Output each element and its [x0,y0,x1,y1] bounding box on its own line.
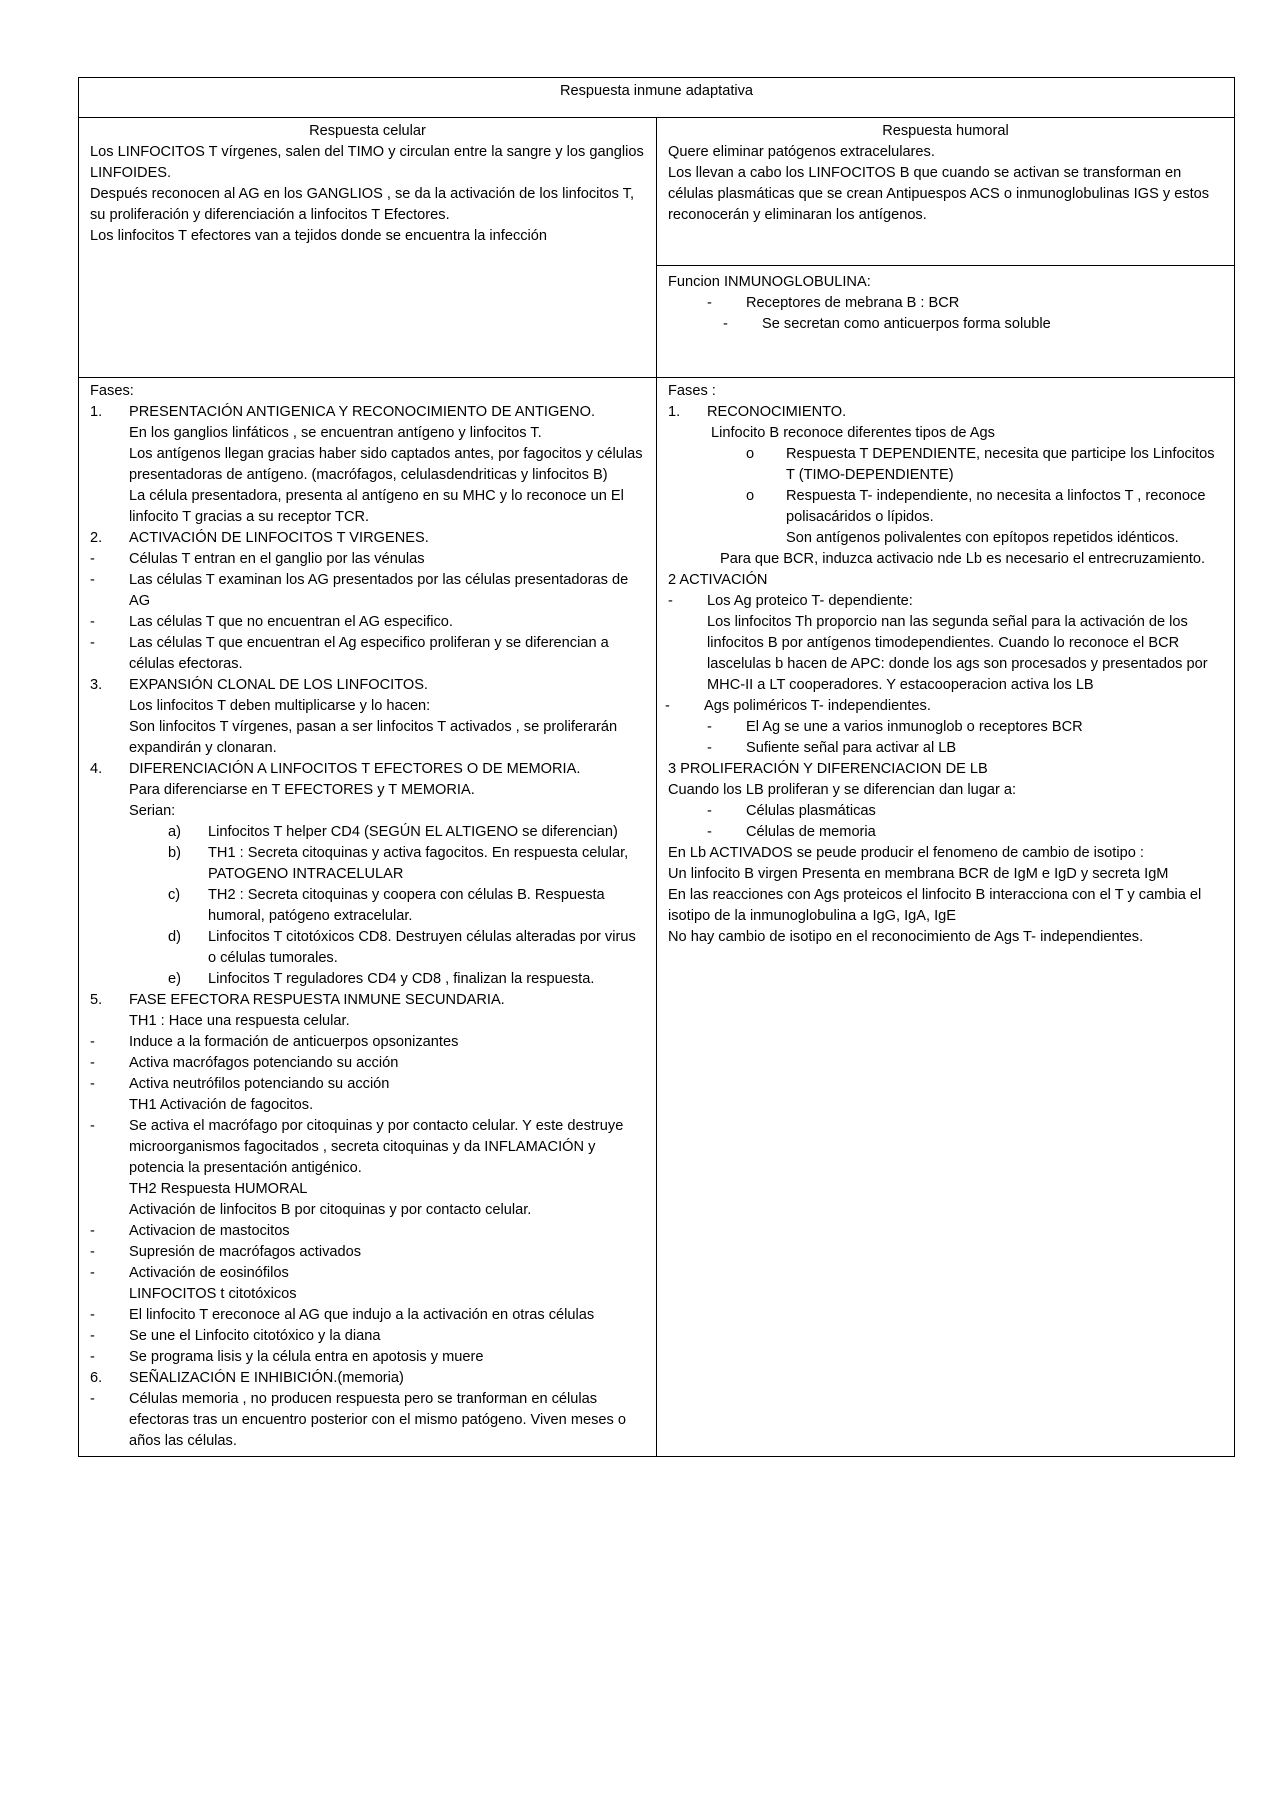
table-title: Respuesta inmune adaptativa [79,78,1235,118]
lettered-item [90,969,645,990]
dash-marker: - [90,551,95,567]
cellular-response-cell [79,118,657,378]
cellular-phases-cell [79,378,657,1457]
dash-marker: - [90,1223,95,1239]
letter-marker: b) [168,845,181,861]
phase-text: Serian: [129,803,176,819]
list-item [668,822,1223,843]
dash-marker: - [707,295,712,311]
immunoglobulin-function [657,266,1234,339]
humoral-response-cell [657,118,1235,378]
humoral-line: Quere eliminar patógenos extracelulares. [668,144,935,160]
list-item [90,1242,645,1263]
function-title: Funcion INMUNOGLOBULINA: [668,274,871,290]
list-item [668,591,1223,612]
humoral-phases-cell [657,378,1235,1457]
subsection-title: TH1 : Hace una respuesta celular. [129,1013,350,1029]
list-text: Activacion de mastocitos [129,1223,290,1239]
phase-text: Cuando los LB proliferan y se diferencian dan lugar a: [668,782,1017,798]
phase-text: La célula presentadora, presenta al antígeno en su MHC y lo reconoce un El linfocito T gracias a su receptor TCR. [129,488,624,525]
list-text: Células T entran en el ganglio por las vénulas [129,551,425,567]
paragraph: En Lb ACTIVADOS se peude producir el fenomeno de cambio de isotipo : [668,845,1144,861]
list-text: Las células T que encuentran el Ag especifico proliferan y se diferencian a células efectoras. [129,635,609,672]
dash-marker: - [90,1244,95,1260]
phase-number: 5. [90,992,103,1008]
list-item [90,570,645,612]
dash-marker: - [707,740,712,756]
humoral-line: Los llevan a cabo los LINFOCITOS B que cuando se activan se transforman en células plasmáticas que se crean Antipuespos ACS o inmunoglobulinas IGS y estos reconocerán y eliminaran los antígenos. [668,165,1210,223]
phase-title: FASE EFECTORA RESPUESTA INMUNE SECUNDARIA. [129,992,505,1008]
list-text: Células de memoria [746,824,876,840]
dash-marker: - [90,572,95,588]
phase-title: EXPANSIÓN CLONAL DE LOS LINFOCITOS. [129,677,428,693]
list-item [90,1347,645,1368]
list-item [90,633,645,675]
list-item [90,549,645,570]
phase-number: 4. [90,761,103,777]
dash-marker: - [665,698,670,714]
subsection-title: LINFOCITOS t citotóxicos [129,1286,297,1302]
list-text: Activa neutrófilos potenciando su acción [129,1076,390,1092]
list-text: Células plasmáticas [746,803,876,819]
dash-marker: - [90,1055,95,1071]
paragraph: No hay cambio de isotipo en el reconocimiento de Ags T- independientes. [668,929,1144,945]
dash-marker: - [90,1265,95,1281]
circle-text: Respuesta T- independiente, no necesita a linfoctos T , reconoce polisacáridos o lípidos. [786,488,1206,525]
list-item [90,1305,645,1326]
dash-marker: - [90,1349,95,1365]
phase-number: 2. [90,530,103,546]
phase-text: Son linfocitos T vírgenes, pasan a ser linfocitos T activados , se proliferarán expandirán y clonaran. [129,719,618,756]
function-item: Se secretan como anticuerpos forma soluble [762,316,1051,332]
list-text: Los Ag proteico T- dependiente: [707,593,913,609]
phase-title: RECONOCIMIENTO. [707,404,847,420]
lettered-text: Linfocitos T helper CD4 (SEGÚN EL ALTIGENO se diferencian) [208,824,618,840]
dash-marker: - [90,1076,95,1092]
phase-text: Los linfocitos Th proporcio nan las segunda señal para la activación de los linfocitos B por antígenos timodependientes. Cuando lo reconoce el BCR lascelulas b hacen de APC: donde los ags son procesados y presentados por MHC-II a LT cooperadores. Y estacooperacion activa los LB [707,614,1208,693]
list-text: Las células T examinan los AG presentados por las células presentadoras de AG [129,572,629,609]
cellular-heading: Respuesta celular [309,123,426,139]
cellular-line: Los LINFOCITOS T vírgenes, salen del TIMO y circulan entre la sangre y los ganglios LINFOIDES. [90,144,644,181]
humoral-top [657,118,1234,266]
lettered-item [90,822,645,843]
lettered-text: Linfocitos T reguladores CD4 y CD8 , finalizan la respuesta. [208,971,595,987]
list-item [90,1263,645,1284]
dash-marker: - [90,1328,95,1344]
list-item [665,696,1223,717]
cellular-line: Los linfocitos T efectores van a tejidos donde se encuentra la infección [90,228,548,244]
list-item [90,1074,645,1095]
response-types-row [79,118,1235,378]
immune-response-table [78,77,1235,1457]
list-item [90,1221,645,1242]
cellular-line: Después reconocen al AG en los GANGLIOS , se da la activación de los linfocitos T, su proliferación y diferenciación a linfocitos T Efectores. [90,186,635,223]
lettered-item [90,885,645,927]
list-text: Sufiente señal para activar al LB [746,740,957,756]
list-text: Induce a la formación de anticuerpos opsonizantes [129,1034,459,1050]
circle-marker: o [746,488,755,504]
list-text: Se activa el macrófago por citoquinas y por contacto celular. Y este destruye microorganismos fagocitados , secreta citoquinas y da INFLAMACIÓN y potencia la presentación antigénico. [129,1118,624,1176]
list-text: Células memoria , no producen respuesta pero se tranforman en células efectoras tras un encuentro posterior con el mismo patógeno. Viven meses o años las células. [129,1391,626,1449]
list-text: Se une el Linfocito citotóxico y la diana [129,1328,381,1344]
list-item [90,1053,645,1074]
phase-text: En los ganglios linfáticos , se encuentran antígeno y linfocitos T. [129,425,542,441]
dash-marker: - [90,614,95,630]
phase-1 [668,402,1223,423]
dash-marker: - [90,1034,95,1050]
list-text: Supresión de macrófagos activados [129,1244,362,1260]
phase-title: DIFERENCIACIÓN A LINFOCITOS T EFECTORES O DE MEMORIA. [129,761,581,777]
phase-text: Para diferenciarse en T EFECTORES y T MEMORIA. [129,782,475,798]
phase-text: Los linfocitos T deben multiplicarse y lo hacen: [129,698,431,714]
paragraph: Un linfocito B virgen Presenta en membrana BCR de IgM e IgD y secreta IgM [668,866,1169,882]
list-text: El Ag se une a varios inmunoglob o receptores BCR [746,719,1083,735]
circle-marker: o [746,446,755,462]
lettered-item [90,843,645,885]
circle-item [668,486,1223,528]
list-item [668,801,1223,822]
dash-marker: - [668,593,673,609]
phase-3-title: 3 PROLIFERACIÓN Y DIFERENCIACION DE LB [668,761,988,777]
dash-marker: - [723,316,728,332]
phase-number: 3. [90,677,103,693]
list-text: Ags poliméricos T- independientes. [704,698,931,714]
function-item: Receptores de mebrana B : BCR [746,295,960,311]
humoral-heading: Respuesta humoral [882,123,1009,139]
dash-marker: - [90,1307,95,1323]
phase-number: 1. [90,404,103,420]
lettered-text: TH2 : Secreta citoquinas y coopera con células B. Respuesta humoral, patógeno extracelular. [208,887,605,924]
list-text: Activación de eosinófilos [129,1265,289,1281]
list-text: El linfocito T ereconoce al AG que indujo a la activación en otras células [129,1307,595,1323]
list-item [90,1389,645,1452]
phase-title: ACTIVACIÓN DE LINFOCITOS T VIRGENES. [129,530,429,546]
phase-4 [90,759,645,780]
dash-marker: - [90,1391,95,1407]
phase-6 [90,1368,645,1389]
list-text: Se programa lisis y la célula entra en apotosis y muere [129,1349,484,1365]
subsection-title: TH2 Respuesta HUMORAL [129,1181,308,1197]
circle-text: Respuesta T DEPENDIENTE, necesita que participe los Linfocitos T (TIMO-DEPENDIENTE) [786,446,1215,483]
phase-title: PRESENTACIÓN ANTIGENICA Y RECONOCIMIENTO DE ANTIGENO. [129,404,596,420]
paragraph: En las reacciones con Ags proteicos el linfocito B interacciona con el T y cambia el isotipo de la inmunoglobulina a IgG, IgA, IgE [668,887,1202,924]
title-row [79,78,1235,118]
dash-marker: - [707,824,712,840]
list-item [668,314,1223,335]
list-item [90,1116,645,1179]
letter-marker: d) [168,929,181,945]
list-item [90,1032,645,1053]
lettered-item [90,927,645,969]
letter-marker: e) [168,971,181,987]
dash-marker: - [90,635,95,651]
lettered-text: Linfocitos T citotóxicos CD8. Destruyen células alteradas por virus o células tumorales. [208,929,636,966]
phase-2 [90,528,645,549]
list-item [668,738,1223,759]
phase-text: Los antígenos llegan gracias haber sido captados antes, por fagocitos y células presentadoras de antígeno. (macrófagos, celulasdendriticas y linfocitos B) [129,446,643,483]
phase-number: 1. [668,404,681,420]
dash-marker: - [707,803,712,819]
list-item [90,612,645,633]
phases-label: Fases : [668,383,716,399]
list-item [668,293,1223,314]
dash-marker: - [90,1118,95,1134]
phase-2-title: 2 ACTIVACIÓN [668,572,768,588]
phase-number: 6. [90,1370,103,1386]
phase-3 [90,675,645,696]
phases-row [79,378,1235,1457]
phase-1 [90,402,645,423]
list-item [668,717,1223,738]
letter-marker: c) [168,887,181,903]
circle-continuation: Son antígenos polivalentes con epítopos repetidos idénticos. [786,530,1179,546]
circle-item [668,444,1223,486]
phase-text: Activación de linfocitos B por citoquinas y por contacto celular. [129,1202,532,1218]
lettered-text: TH1 : Secreta citoquinas y activa fagocitos. En respuesta celular, PATOGENO INTRACELULAR [208,845,629,882]
subsection-title: TH1 Activación de fagocitos. [129,1097,314,1113]
phases-label: Fases: [90,383,134,399]
phase-title: SEÑALIZACIÓN E INHIBICIÓN.(memoria) [129,1370,404,1386]
list-text: Activa macrófagos potenciando su acción [129,1055,399,1071]
phase-5 [90,990,645,1011]
bcr-note: Para que BCR, induzca activacio nde Lb es necesario el entrecruzamiento. [720,551,1206,567]
phase-text: Linfocito B reconoce diferentes tipos de Ags [711,425,995,441]
dash-marker: - [707,719,712,735]
list-item [90,1326,645,1347]
letter-marker: a) [168,824,181,840]
list-text: Las células T que no encuentran el AG especifico. [129,614,453,630]
